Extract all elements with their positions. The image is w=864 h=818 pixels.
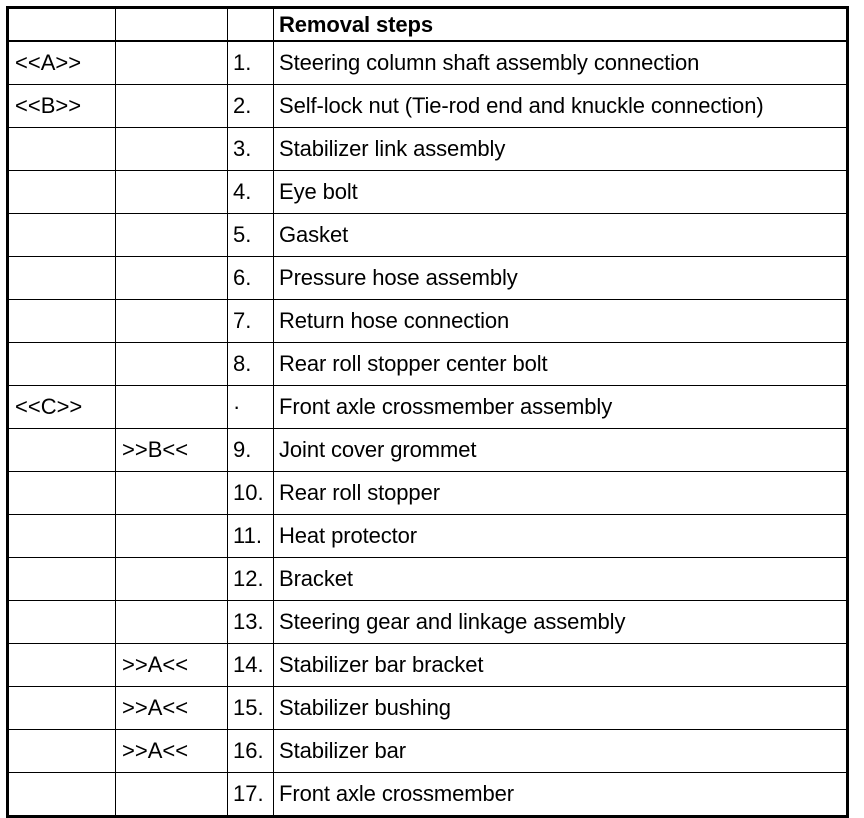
install-mark-cell [116,257,228,300]
step-number-cell: 14. [228,644,274,687]
step-description-cell: Return hose connection [274,300,848,343]
install-mark-cell [116,343,228,386]
header-removal-mark-cell [8,8,116,42]
install-mark-cell [116,558,228,601]
header-install-mark-cell [116,8,228,42]
step-description-cell: Self-lock nut (Tie-rod end and knuckle connection) [274,85,848,128]
table-row [8,41,848,85]
install-mark-cell: >>B<< [116,429,228,472]
table-row [8,257,848,300]
step-number-cell: 10. [228,472,274,515]
header-row [8,8,848,42]
step-number-cell: · [228,386,274,429]
table-row [8,171,848,214]
step-description-cell: Rear roll stopper [274,472,848,515]
step-description-cell: Stabilizer bushing [274,687,848,730]
step-description-cell: Steering column shaft assembly connection [274,41,848,85]
step-description-cell: Joint cover grommet [274,429,848,472]
step-number-cell: 2. [228,85,274,128]
removal-mark-cell [8,773,116,817]
table-row [8,773,848,817]
install-mark-cell [116,386,228,429]
table-header [8,8,848,42]
step-description-cell: Stabilizer link assembly [274,128,848,171]
install-mark-cell [116,773,228,817]
removal-mark-cell [8,214,116,257]
removal-mark-cell [8,687,116,730]
step-number-cell: 7. [228,300,274,343]
step-description-cell: Heat protector [274,515,848,558]
removal-steps-table [6,6,849,818]
install-mark-cell [116,128,228,171]
table-row [8,300,848,343]
removal-mark-cell: <<B>> [8,85,116,128]
table-row [8,515,848,558]
step-description-cell: Pressure hose assembly [274,257,848,300]
install-mark-cell [116,214,228,257]
install-mark-cell: >>A<< [116,644,228,687]
removal-mark-cell: <<A>> [8,41,116,85]
removal-mark-cell [8,343,116,386]
step-description-cell: Front axle crossmember assembly [274,386,848,429]
removal-mark-cell: <<C>> [8,386,116,429]
step-description-cell: Stabilizer bar [274,730,848,773]
step-number-cell: 17. [228,773,274,817]
table-row [8,85,848,128]
step-number-cell: 1. [228,41,274,85]
step-number-cell: 3. [228,128,274,171]
table-row [8,644,848,687]
table-row [8,558,848,601]
header-number-cell [228,8,274,42]
step-description-cell: Stabilizer bar bracket [274,644,848,687]
removal-mark-cell [8,644,116,687]
table-row [8,601,848,644]
table-row [8,730,848,773]
table-row [8,429,848,472]
step-description-cell: Steering gear and linkage assembly [274,601,848,644]
table-row [8,214,848,257]
header-removal-steps: Removal steps [274,8,848,42]
removal-mark-cell [8,257,116,300]
removal-mark-cell [8,558,116,601]
step-number-cell: 4. [228,171,274,214]
table-row [8,386,848,429]
install-mark-cell [116,41,228,85]
step-description-cell: Eye bolt [274,171,848,214]
removal-mark-cell [8,429,116,472]
removal-mark-cell [8,171,116,214]
step-description-cell: Rear roll stopper center bolt [274,343,848,386]
removal-mark-cell [8,300,116,343]
install-mark-cell [116,601,228,644]
install-mark-cell: >>A<< [116,687,228,730]
step-number-cell: 11. [228,515,274,558]
table-row [8,687,848,730]
step-number-cell: 12. [228,558,274,601]
step-description-cell: Bracket [274,558,848,601]
table-row [8,128,848,171]
table-body [8,41,848,817]
install-mark-cell: >>A<< [116,730,228,773]
removal-mark-cell [8,128,116,171]
step-number-cell: 6. [228,257,274,300]
install-mark-cell [116,472,228,515]
install-mark-cell [116,300,228,343]
step-number-cell: 8. [228,343,274,386]
removal-mark-cell [8,730,116,773]
install-mark-cell [116,85,228,128]
step-description-cell: Front axle crossmember [274,773,848,817]
removal-mark-cell [8,515,116,558]
step-number-cell: 5. [228,214,274,257]
step-number-cell: 13. [228,601,274,644]
step-number-cell: 16. [228,730,274,773]
step-number-cell: 9. [228,429,274,472]
removal-mark-cell [8,601,116,644]
install-mark-cell [116,515,228,558]
table-row [8,343,848,386]
table-row [8,472,848,515]
removal-mark-cell [8,472,116,515]
install-mark-cell [116,171,228,214]
step-number-cell: 15. [228,687,274,730]
step-description-cell: Gasket [274,214,848,257]
